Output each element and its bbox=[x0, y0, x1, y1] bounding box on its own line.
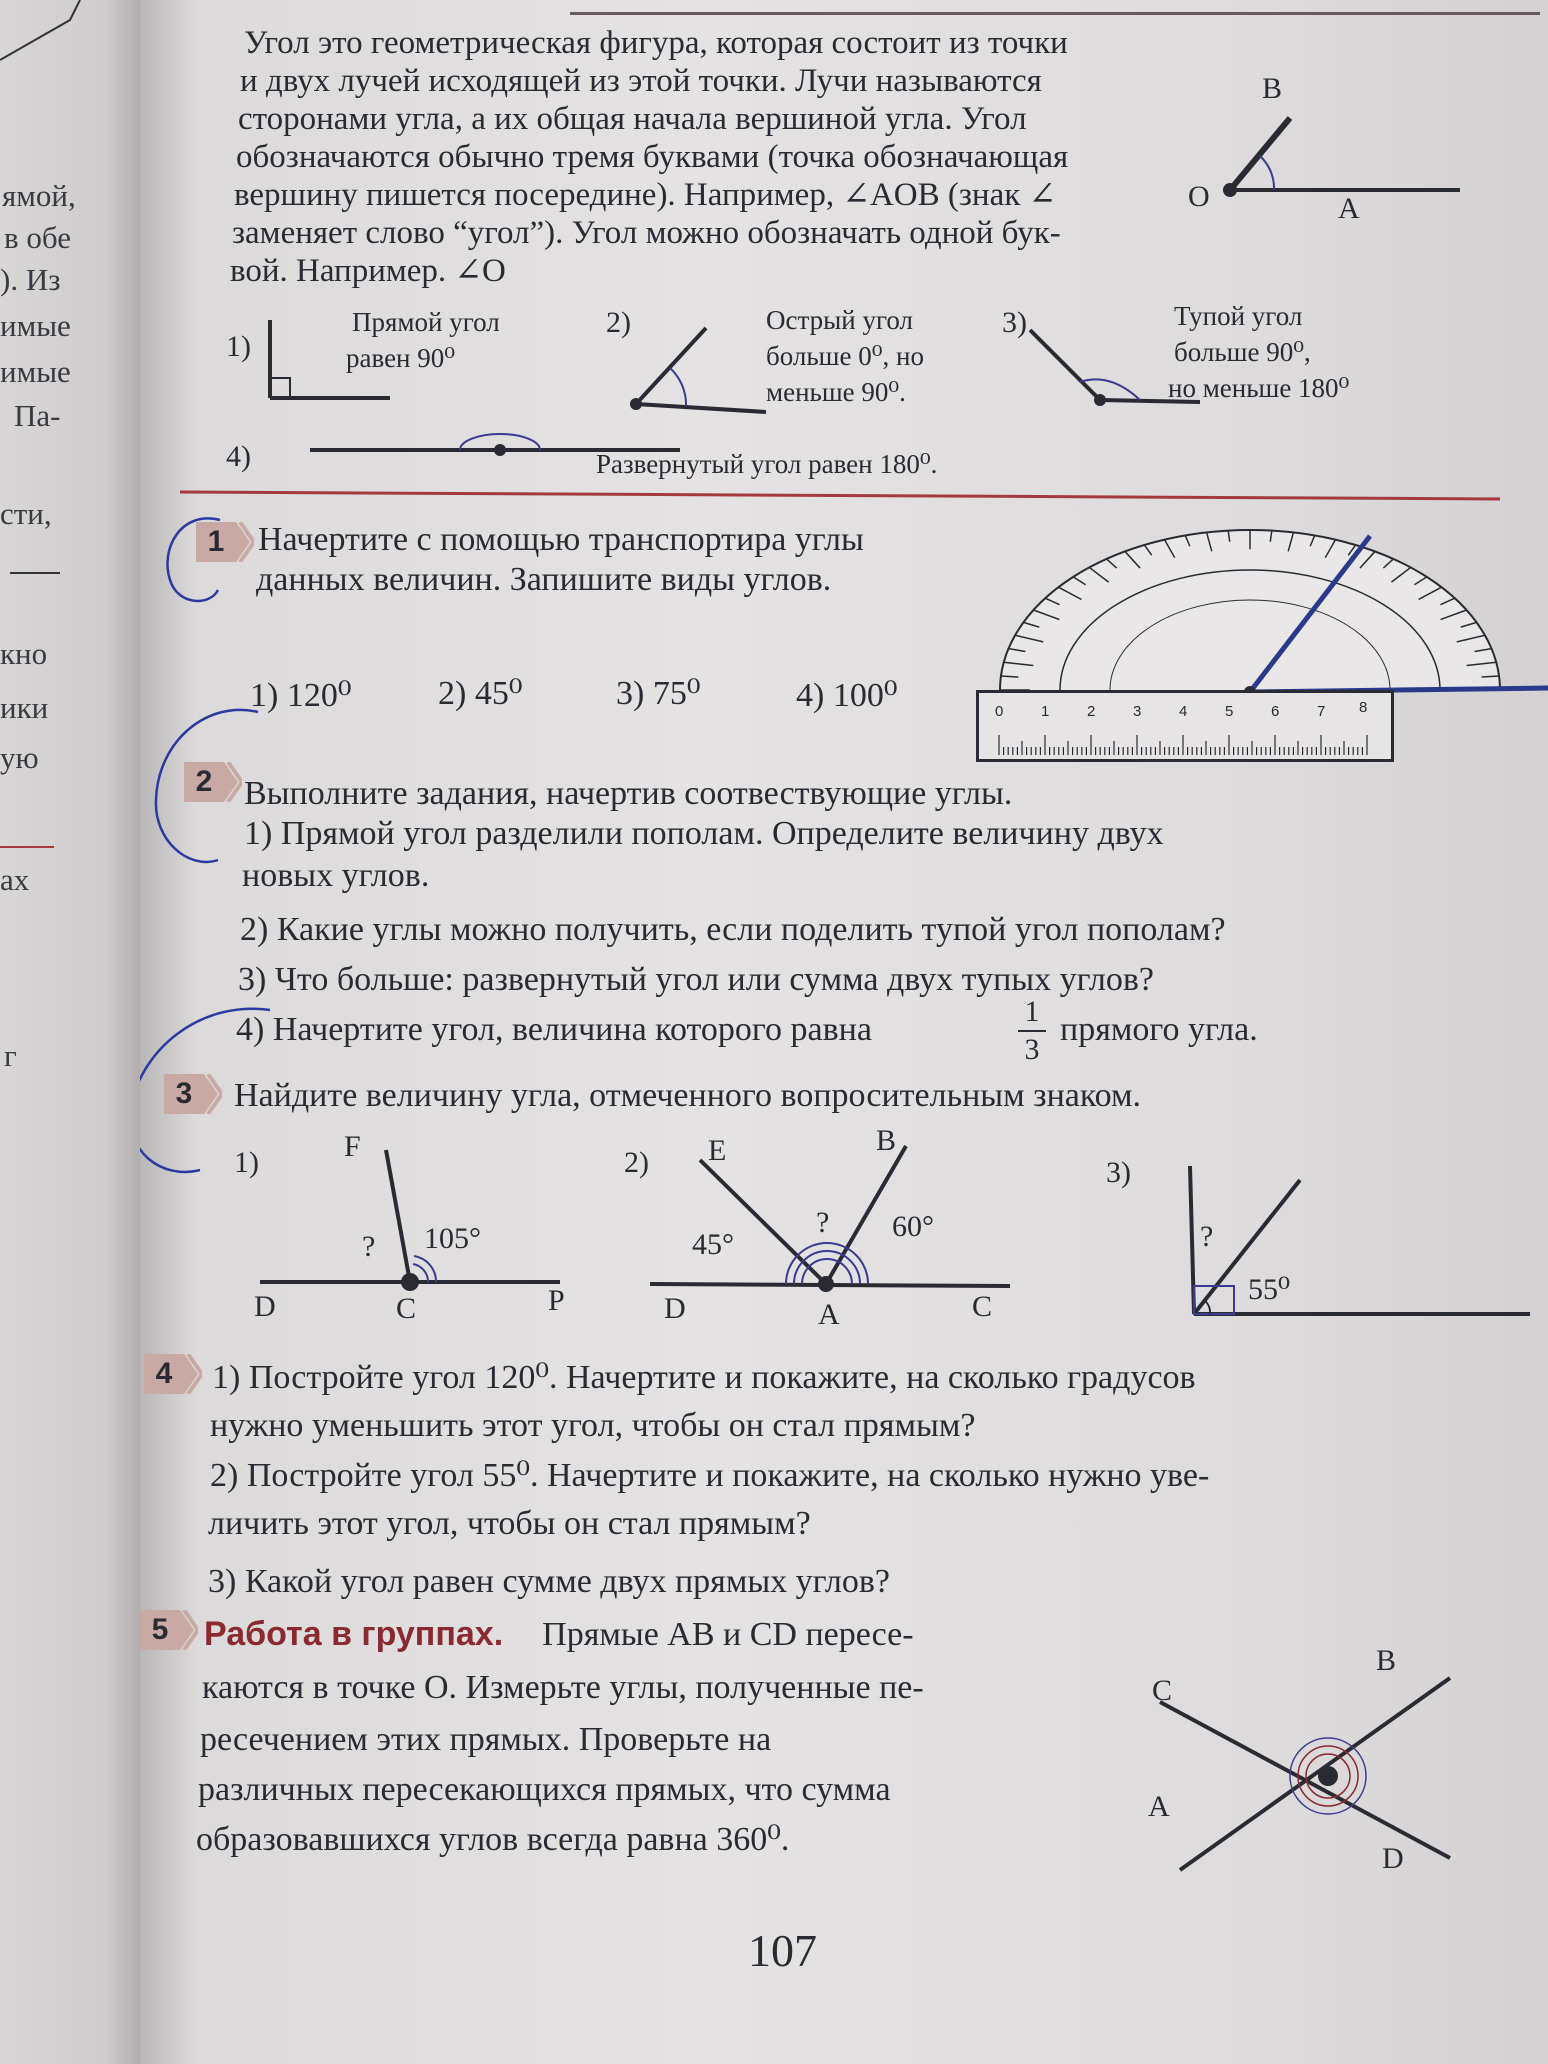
task-5-badge: 5 bbox=[140, 1610, 198, 1650]
task-4-badge: 4 bbox=[144, 1354, 202, 1394]
label-o: O bbox=[1188, 180, 1210, 213]
top-rule bbox=[570, 12, 1540, 15]
task-3-figure-3 bbox=[1180, 1160, 1540, 1320]
intro-line: вой. Например. ∠O bbox=[230, 253, 506, 289]
acute-angle-figure bbox=[620, 320, 780, 420]
task-4-text: нужно уменьшить этот угол, чтобы он стал прямым? bbox=[210, 1407, 976, 1444]
point-a: A bbox=[818, 1298, 840, 1331]
left-text-fragment: Па- bbox=[14, 398, 61, 433]
intro-line: Угол это геометрическая фигура, которая состоит из точки bbox=[244, 25, 1068, 61]
task-2-item: 2) Какие углы можно получить, если поделить тупой угол пополам? bbox=[240, 911, 1226, 948]
task-1-badge: 1 bbox=[196, 522, 254, 562]
intro-line: заменяет слово “угол”). Угол можно обозначать одной бук- bbox=[232, 215, 1061, 251]
task-5-text: различных пересекающихся прямых, что сумма bbox=[198, 1771, 891, 1808]
left-text-fragment: ). Из bbox=[0, 262, 61, 297]
task-2-item-tail: прямого угла. bbox=[1060, 1011, 1258, 1048]
point-d: D bbox=[664, 1292, 686, 1325]
point-d: D bbox=[254, 1290, 276, 1323]
task-5-text: ресечением этих прямых. Проверьте на bbox=[200, 1721, 772, 1758]
task-1-value: 3) 75⁰ bbox=[616, 675, 701, 712]
ruler bbox=[976, 690, 1394, 762]
unknown-angle: ? bbox=[1200, 1220, 1214, 1253]
point-e: E bbox=[708, 1134, 727, 1167]
intersecting-lines-figure bbox=[1160, 1660, 1480, 1880]
task-1-text: данных величин. Запишите виды углов. bbox=[256, 561, 832, 598]
protractor-tick bbox=[1482, 676, 1499, 677]
task-2-badge: 2 bbox=[184, 762, 242, 802]
task-5-first-line bbox=[204, 1614, 914, 1655]
angle-value: 55⁰ bbox=[1248, 1273, 1291, 1306]
protractor-tick bbox=[1001, 676, 1018, 677]
fig-number: 2) bbox=[624, 1146, 649, 1179]
point-c: C bbox=[1152, 1674, 1173, 1707]
task-3-figure-1 bbox=[250, 1140, 570, 1290]
section-red-rule bbox=[180, 491, 1500, 501]
acute-angle-text: Острый угол bbox=[766, 305, 913, 335]
point-c: C bbox=[972, 1290, 993, 1323]
left-text-fragment: имые bbox=[0, 308, 71, 343]
left-red-rule bbox=[0, 846, 54, 848]
ruler-mark: 2 bbox=[1087, 703, 1096, 720]
pen-circle-mark bbox=[160, 510, 240, 610]
point-p: P bbox=[548, 1284, 565, 1317]
label-b: B bbox=[1262, 72, 1283, 105]
task-5-heading: Работа в группах. bbox=[204, 1615, 504, 1653]
point-b: B bbox=[1376, 1644, 1397, 1677]
task-3-figure-2 bbox=[640, 1140, 1020, 1290]
ruler-mark: 0 bbox=[995, 703, 1004, 720]
ruler-mark: 4 bbox=[1179, 703, 1188, 720]
angle-value: 60° bbox=[892, 1210, 934, 1243]
task-2-item: 1) Прямой угол разделили пополам. Определите величину двух bbox=[244, 815, 1164, 852]
angle-value: 105° bbox=[424, 1222, 481, 1255]
intro-line: вершину пишется посередине). Например, ∠AOB (знак ∠ bbox=[234, 177, 1057, 213]
ruler-mark: 1 bbox=[1041, 703, 1050, 720]
intro-line: сторонами угла, а их общая начала вершиной угла. Угол bbox=[238, 101, 1027, 137]
task-1-text: Начертите с помощью транспортира углы bbox=[258, 521, 864, 558]
ruler-mark: 5 bbox=[1225, 703, 1234, 720]
task-2-title: Выполните задания, начертив соотвествующие углы. bbox=[244, 775, 1013, 812]
left-text-fragment: г bbox=[4, 1038, 17, 1073]
point-a: A bbox=[1148, 1790, 1170, 1823]
angle-type-number: 4) bbox=[226, 440, 251, 473]
fraction-numerator: 1 bbox=[1024, 995, 1040, 1028]
fraction-denominator: 3 bbox=[1024, 1033, 1040, 1066]
ruler-mark: 3 bbox=[1133, 703, 1142, 720]
obtuse-angle-text: но меньше 180⁰ bbox=[1168, 373, 1350, 403]
task-3-badge: 3 bbox=[164, 1074, 222, 1114]
right-angle-text: Прямой угол bbox=[352, 307, 500, 337]
task-4-text: 2) Постройте угол 55⁰. Начертите и покажите, на сколько нужно уве- bbox=[210, 1457, 1210, 1494]
right-angle-text: равен 90⁰ bbox=[346, 343, 456, 373]
angle-value: 45° bbox=[692, 1228, 734, 1261]
unknown-angle: ? bbox=[362, 1230, 376, 1263]
page-number: 107 bbox=[748, 1925, 817, 1976]
left-text-fragment: ую bbox=[0, 740, 39, 775]
straight-angle-text: Развернутый угол равен 180⁰. bbox=[596, 449, 938, 479]
left-text-fragment: ики bbox=[0, 690, 49, 725]
point-c: C bbox=[396, 1292, 417, 1325]
intro-line: и двух лучей исходящей из этой точки. Лучи называются bbox=[240, 63, 1042, 99]
task-5-text: каются в точке O. Измерьте углы, полученные пе- bbox=[202, 1669, 924, 1706]
task-3-title: Найдите величину угла, отмеченного вопросительным знаком. bbox=[234, 1077, 1142, 1114]
left-page-fragment bbox=[0, 0, 150, 2064]
fraction-one-third bbox=[1018, 996, 1046, 1066]
left-text-fragment: ах bbox=[0, 862, 30, 897]
pen-circle-mark bbox=[148, 700, 248, 870]
task-4-text: 1) Постройте угол 120⁰. Начертите и покажите, на сколько градусов bbox=[212, 1359, 1196, 1396]
left-text-fragment: сти, bbox=[0, 496, 52, 531]
task-4-text: 3) Какой угол равен сумме двух прямых углов? bbox=[208, 1563, 891, 1600]
left-divider bbox=[10, 572, 60, 574]
task-1-value: 2) 45⁰ bbox=[438, 675, 523, 712]
intro-line: обозначаются обычно тремя буквами (точка обозначающая bbox=[236, 139, 1069, 175]
angle-type-number: 3) bbox=[1002, 306, 1027, 339]
ruler-mark: 8 bbox=[1359, 699, 1368, 716]
task-2-item: новых углов. bbox=[242, 857, 430, 894]
point-d: D bbox=[1382, 1842, 1404, 1875]
textbook-page bbox=[140, 0, 1548, 2064]
point-f: F bbox=[344, 1130, 361, 1163]
fig-number: 3) bbox=[1106, 1156, 1131, 1189]
acute-angle-text: меньше 90⁰. bbox=[766, 377, 906, 407]
angle-type-number: 2) bbox=[606, 306, 631, 339]
task-2-item: 3) Что больше: развернутый угол или сумма двух тупых углов? bbox=[238, 961, 1154, 998]
task-4-text: личить этот угол, чтобы он стал прямым? bbox=[208, 1505, 811, 1542]
task-1-value: 4) 100⁰ bbox=[796, 677, 898, 714]
obtuse-angle-text: больше 90⁰, bbox=[1174, 337, 1311, 367]
label-a: A bbox=[1338, 192, 1360, 225]
left-corner-mark bbox=[0, 0, 80, 80]
fig-number: 1) bbox=[234, 1146, 259, 1179]
task-1-value: 1) 120⁰ bbox=[250, 677, 352, 714]
point-b: B bbox=[876, 1124, 897, 1157]
left-text-fragment: в обе bbox=[4, 220, 72, 255]
task-5-text: образовавшихся углов всегда равна 360⁰. bbox=[196, 1821, 790, 1858]
unknown-angle: ? bbox=[816, 1206, 830, 1239]
angle-type-number: 1) bbox=[226, 330, 251, 363]
ruler-mark: 7 bbox=[1317, 703, 1326, 720]
task-5-text: Прямые AB и CD пересе- bbox=[542, 1616, 914, 1653]
obtuse-angle-text: Тупой угол bbox=[1174, 301, 1303, 331]
left-text-fragment: имые bbox=[0, 354, 71, 389]
task-2-item: 4) Начертите угол, величина которого равна bbox=[236, 1011, 872, 1048]
ruler-mark: 6 bbox=[1271, 703, 1280, 720]
left-text-fragment: ямой, bbox=[2, 178, 76, 213]
acute-angle-text: больше 0⁰, но bbox=[766, 341, 924, 371]
left-text-fragment: кно bbox=[0, 636, 48, 671]
